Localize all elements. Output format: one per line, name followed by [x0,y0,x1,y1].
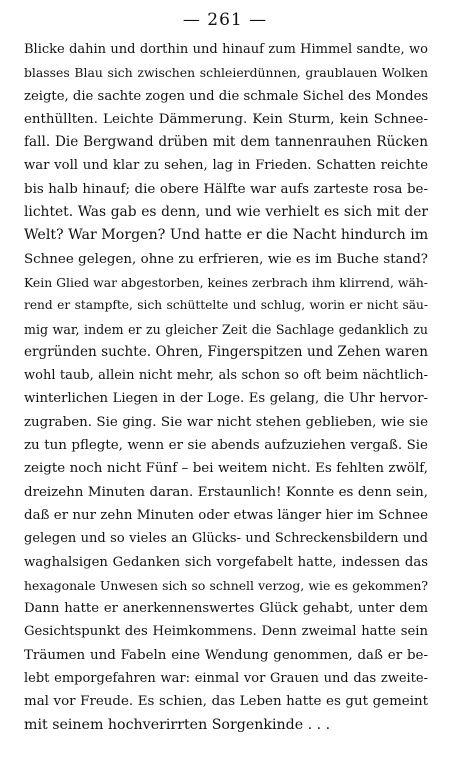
text-line: zu tun pflegte, wenn er sie abends aufzuziehen vergaß. Sie [24,438,428,454]
text-line: zeigte noch nicht Fünf – bei weitem nicht. Es fehlten zwölf, [24,461,428,477]
text-line: lichtet. Was gab es denn, und wie verhielt es sich mit der [24,204,428,221]
text-line: zeigte, die sachte zogen und die schmale Sichel des Mondes [24,88,428,104]
text-line: mit seinem hochverirrten Sorgenkinde . . . [24,716,331,733]
text-line: Kein Glied war abgestorben, keines zerbrach ihm klirrend, wäh- [24,274,428,290]
text-line: Blicke dahin und dorthin und hinauf zum Himmel sandte, wo [24,42,428,57]
text-line: rend er stampfte, sich schüttelte und schlug, worin er nicht säu- [24,298,428,313]
text-line: daß er nur zehn Minuten oder etwas länger hier im Schnee [24,507,428,523]
text-line: hexagonale Unwesen sich so schnell verzog, wie es gekommen? [24,577,428,593]
text-line: dreizehn Minuten daran. Erstaunlich! Konnte es denn sein, [24,484,428,500]
text-line: Gesichtspunkt des Heimkommens. Denn zweimal hatte sein [24,624,428,640]
text-line: wohl taub, allein nicht mehr, als schon so oft beim nächtlich- [24,368,428,384]
text-line: waghalsigen Gedanken sich vorgefabelt hatte, indessen das [24,554,428,570]
text-line: mig war, indem er zu gleicher Zeit die Sachlage gedanklich zu [24,321,428,337]
body-text [24,38,428,737]
text-line: Träumen und Fabeln eine Wendung genommen, daß er be- [24,647,428,663]
text-line: enthüllten. Leichte Dämmerung. Kein Sturm, kein Schnee- [24,111,428,127]
text-line: Dann hatte er anerkennenswertes Glück gehabt, unter dem [24,601,428,617]
text-line: lebt emporgefahren war: einmal vor Grauen und das zweite- [24,671,428,687]
text-line: bis halb hinauf; die obere Hälfte war aufs zarteste rosa be- [24,181,428,197]
text-line: winterlichen Liegen in der Loge. Es gelang, die Uhr hervor- [24,391,428,407]
page-number: — 261 — [182,10,268,30]
text-line: mal vor Freude. Es schien, das Leben hatte es gut gemeint [24,694,428,710]
text-line: gelegen und so vieles an Glücks- und Schreckensbildern und [24,531,428,547]
text-line: ergründen suchte. Ohren, Fingerspitzen und Zehen waren [24,343,428,360]
text-line: war voll und klar zu sehen, lag in Frieden. Schatten reichte [24,158,428,174]
text-line: Welt? War Morgen? Und hatte er die Nacht hindurch im [24,227,428,244]
text-line: zugraben. Sie ging. Sie war nicht stehen geblieben, wie sie [24,414,428,430]
text-line: Schnee gelegen, ohne zu erfrieren, wie es im Buche stand? [24,251,428,267]
text-line: fall. Die Bergwand drüben mit dem tannenrauhen Rücken [24,134,428,151]
text-line: blasses Blau sich zwischen schleierdünnen, graublauen Wolken [24,65,428,81]
